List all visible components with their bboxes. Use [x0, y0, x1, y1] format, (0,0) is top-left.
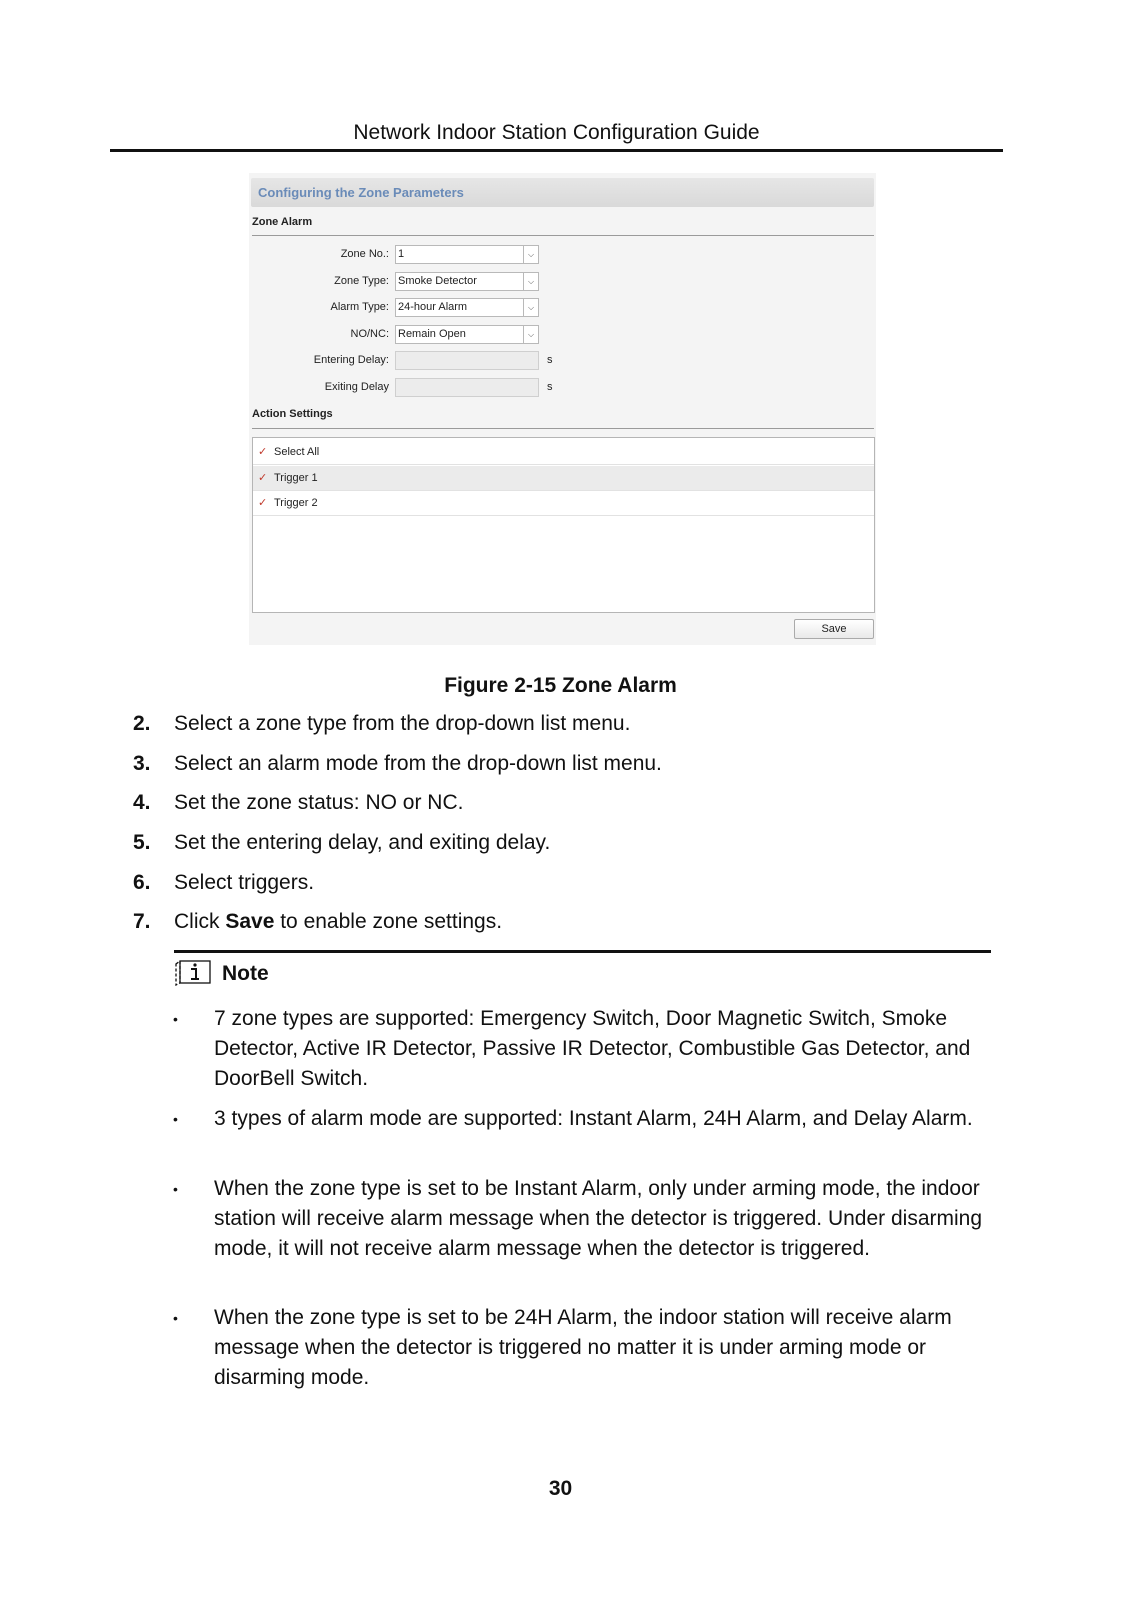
zone-type-row: [249, 272, 876, 291]
zone-parameters-screenshot: [249, 173, 876, 645]
trigger-row[interactable]: [253, 466, 874, 491]
chevron-down-icon[interactable]: ⌵: [523, 273, 538, 290]
step-number: 4.: [133, 791, 151, 814]
bullet-text: 7 zone types are supported: Emergency Switch, Door Magnetic Switch, Smoke Detector, Active IR Detector, Passive IR Detector, Combustible Gas Detector, and DoorBell Switch.: [214, 1007, 971, 1090]
step-text: Set the zone status: NO or NC.: [174, 791, 464, 814]
entering-delay-unit: s: [547, 354, 553, 366]
bullet-dot: •: [173, 1310, 178, 1326]
step-number: 7.: [133, 910, 151, 933]
step-text: Select triggers.: [174, 871, 315, 894]
step-number: 6.: [133, 871, 151, 894]
trigger-label: Trigger 2: [274, 497, 318, 509]
zone-no-row: [249, 245, 876, 264]
page-header: [110, 118, 1003, 152]
trigger-label: Trigger 1: [274, 472, 318, 484]
zone-type-value: Smoke Detector: [398, 275, 477, 287]
trigger-list: [252, 437, 875, 613]
zone-alarm-heading: Zone Alarm: [252, 216, 313, 228]
bullet-dot: •: [173, 1011, 178, 1027]
select-all-row[interactable]: [253, 440, 874, 465]
zone-type-select[interactable]: [395, 272, 539, 291]
save-keyword: Save: [225, 910, 275, 933]
entering-delay-input[interactable]: [395, 351, 539, 370]
figure-caption: Figure 2-15 Zone Alarm: [444, 674, 677, 697]
exiting-delay-label: Exiting Delay: [324, 381, 389, 393]
panel-title: Configuring the Zone Parameters: [251, 178, 874, 207]
no-nc-row: [249, 325, 876, 344]
zone-no-value: 1: [398, 248, 405, 260]
step-text: Select an alarm mode from the drop-down list menu.: [174, 752, 662, 775]
note-divider: [174, 950, 991, 953]
no-nc-value: Remain Open: [398, 328, 466, 340]
checkbox-checked-icon[interactable]: ✓: [258, 497, 268, 509]
header-title: Network Indoor Station Configuration Guide: [353, 121, 760, 144]
exiting-delay-row: [249, 378, 876, 397]
divider: [252, 235, 874, 236]
checkbox-checked-icon[interactable]: ✓: [258, 446, 268, 458]
alarm-type-value: 24-hour Alarm: [398, 301, 468, 313]
step-number: 3.: [133, 752, 151, 775]
zone-type-label: Zone Type:: [334, 275, 389, 287]
alarm-type-row: [249, 298, 876, 317]
step-text-before: Click: [174, 910, 226, 933]
note-label: Note: [222, 962, 269, 985]
exiting-delay-unit: s: [547, 381, 553, 393]
exiting-delay-input[interactable]: [395, 378, 539, 397]
step-text: Set the entering delay, and exiting delay.: [174, 831, 551, 854]
bullet-text: When the zone type is set to be 24H Alarm, the indoor station will receive alarm message when the detector is triggered no matter it is under arming mode or disarming mode.: [214, 1306, 952, 1389]
step-text: [174, 910, 502, 934]
step-number: 2.: [133, 712, 151, 735]
entering-delay-label: Entering Delay:: [313, 354, 389, 366]
bullet-text: When the zone type is set to be Instant Alarm, only under arming mode, the indoor station will receive alarm message when the detector is triggered. Under disarming mode, it will not receive alarm message when the detector is triggered.: [214, 1177, 983, 1260]
bullet-dot: •: [173, 1181, 178, 1197]
save-button[interactable]: Save: [794, 619, 874, 639]
page-number: 30: [548, 1477, 573, 1500]
chevron-down-icon[interactable]: ⌵: [523, 326, 538, 343]
chevron-down-icon[interactable]: ⌵: [523, 299, 538, 316]
select-all-label: Select All: [274, 446, 320, 458]
step-text-after: to enable zone settings.: [274, 910, 503, 933]
trigger-row[interactable]: [253, 491, 874, 516]
alarm-type-select[interactable]: [395, 298, 539, 317]
zone-no-select[interactable]: [395, 245, 539, 264]
divider: [252, 428, 874, 429]
step-text: Select a zone type from the drop-down list menu.: [174, 712, 631, 735]
entering-delay-row: [249, 351, 876, 370]
bullet-dot: •: [173, 1111, 178, 1127]
bullet-text: 3 types of alarm mode are supported: Instant Alarm, 24H Alarm, and Delay Alarm.: [214, 1107, 973, 1130]
info-icon: [174, 960, 212, 986]
alarm-type-label: Alarm Type:: [330, 301, 389, 313]
zone-no-label: Zone No.:: [340, 248, 389, 260]
no-nc-select[interactable]: [395, 325, 539, 344]
step-number: 5.: [133, 831, 151, 854]
chevron-down-icon[interactable]: ⌵: [523, 246, 538, 263]
checkbox-checked-icon[interactable]: ✓: [258, 472, 268, 484]
no-nc-label: NO/NC:: [350, 328, 389, 340]
action-settings-heading: Action Settings: [252, 408, 333, 420]
